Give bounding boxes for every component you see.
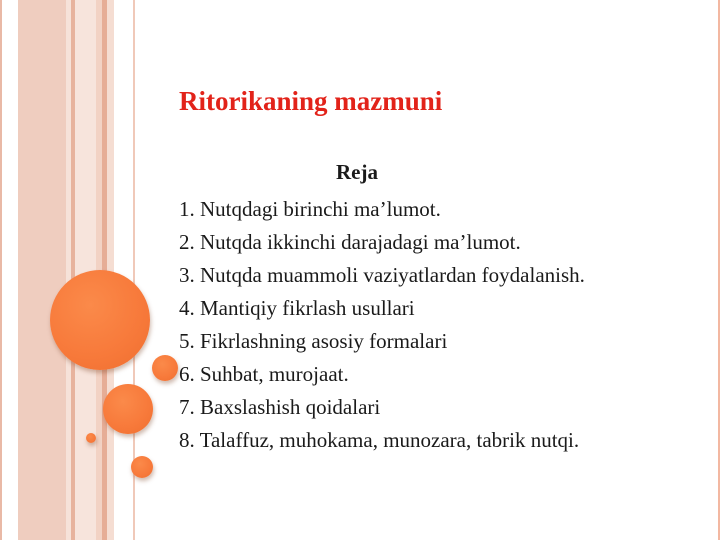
decorative-circle-small [152,355,178,381]
decorative-circle-large [50,270,150,370]
decorative-circle-medium [103,384,153,434]
plan-item: 3. Nutqda muammoli vaziyatlardan foydalanish. [179,263,585,287]
plan-item: 6. Suhbat, murojaat. [179,362,349,386]
plan-heading: Reja [336,160,378,184]
plan-item: 4. Mantiqiy fikrlash usullari [179,296,415,320]
plan-item: 8. Talaffuz, muhokama, munozara, tabrik nutqi. [179,428,580,452]
plan-item: 5. Fikrlashning asosiy formalari [179,329,448,353]
plan-item: 1. Nutqdagi birinchi ma’lumot. [179,197,441,221]
decorative-circle-dot [131,456,153,478]
plan-item: 7. Baxslashish qoidalari [179,395,381,419]
decorative-stripe [0,0,2,540]
decorative-stripe [18,0,66,540]
plan-item: 2. Nutqda ikkinchi darajadagi ma’lumot. [179,230,521,254]
slide-title: Ritorikaning mazmuni [179,86,443,116]
plan-list [179,193,585,457]
decorative-circle-tiny [86,433,96,443]
